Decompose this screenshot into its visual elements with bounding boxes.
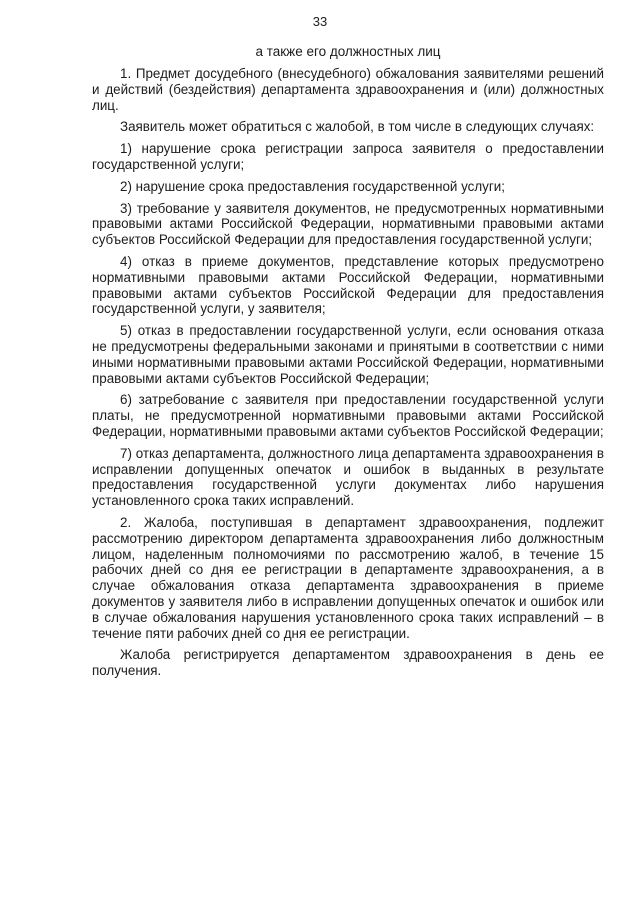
- section-heading: а также его должностных лиц: [255, 44, 441, 59]
- page-number: 33: [312, 14, 328, 29]
- list-item-case-4: 4) отказ в приеме документов, представление которых предусмотрено нормативными правовыми актами Российской Федерации, нормативными правовыми актами субъектов Российской Федерации для предоставления государственной услуги, у заявителя;: [92, 253, 604, 317]
- list-item-case-2: 2) нарушение срока предоставления государственной услуги;: [120, 178, 505, 194]
- list-item-case-1: 1) нарушение срока регистрации запроса заявителя о предоставлении государственной услуги;: [92, 141, 604, 172]
- document-body: [92, 66, 604, 685]
- paragraph-complaint-registration: Жалоба регистрируется департаментом здравоохранения в день ее получения.: [92, 647, 604, 679]
- list-item-case-5: 5) отказ в предоставлении государственной услуги, если основания отказа не предусмотрены федеральными законами и принятыми в соответствии с ними иными нормативными правовыми актами Российской Федерации, нормативными правовыми актами субъектов Российской Федерации;: [92, 323, 604, 386]
- list-item-case-3: 3) требование у заявителя документов, не предусмотренных нормативными правовыми актами Российской Федерации, нормативными правовыми актами субъектов Российской Федерации для предоставления государственной услуги;: [92, 200, 604, 248]
- paragraph-complaint-cases-intro: Заявитель может обратиться с жалобой, в том числе в следующих случаях:: [120, 119, 595, 135]
- paragraph-subject-of-appeal: 1. Предмет досудебного (внесудебного) обжалования заявителями решений и действий (бездействия) департамента здравоохранения и (или) должностных лиц.: [92, 66, 604, 113]
- list-item-case-7: 7) отказ департамента, должностного лица департамента здравоохранения в исправлении допущенных опечаток и ошибок в выданных в результате предоставления государственной услуги документах либо нарушения установленного срока таких исправлений.: [92, 445, 604, 509]
- paragraph-complaint-review-terms: 2. Жалоба, поступившая в департамент здравоохранения, подлежит рассмотрению директором департамента здравоохранения либо должностным лицом, наделенным полномочиями по рассмотрению жалоб, в течение 15 рабочих дней со дня ее регистрации в департаменте здравоохранения, а в случае обжалования отказа департамента здравоохранения в приеме документов у заявителя либо в исправлении допущенных опечаток и ошибок или в случае обжалования нарушения установленного срока таких исправлений – в течение пяти рабочих дней со дня ее регистрации.: [92, 514, 604, 641]
- list-item-case-6: 6) затребование с заявителя при предоставлении государственной услуги платы, не предусмотренной нормативными правовыми актами Российской Федерации, нормативными правовыми актами субъектов Российской Федерации;: [92, 392, 604, 439]
